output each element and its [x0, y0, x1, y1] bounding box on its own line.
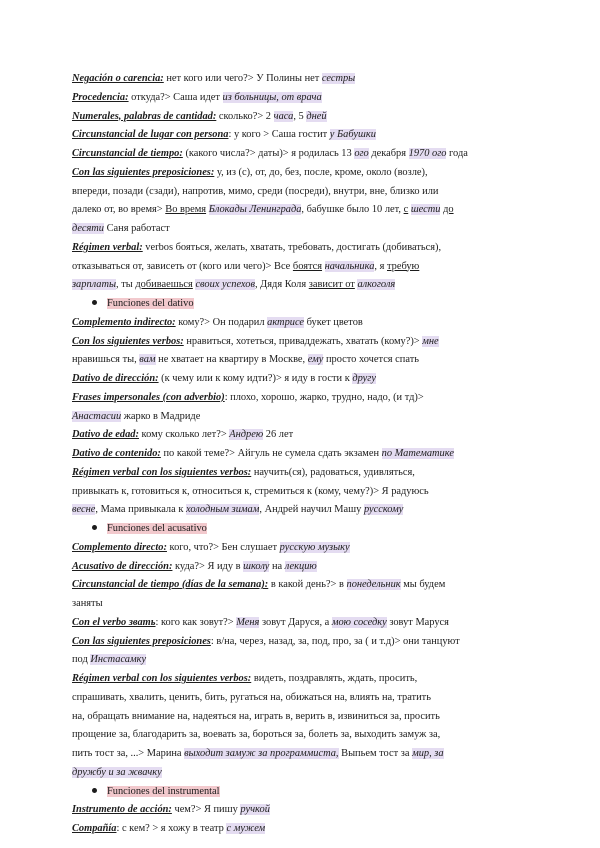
text-run: : у кого > Саша гостит: [228, 129, 330, 141]
text-run: нравиться, хотеться, приваддежать, хватать (кому?)>: [183, 335, 423, 347]
text-run: : кого как зовут?>: [155, 616, 237, 628]
highlighted-example: ого: [354, 148, 369, 159]
highlighted-example: из больницы, от врача: [222, 91, 322, 103]
underlined-word: зависит от: [308, 279, 355, 291]
text-line: [72, 314, 528, 333]
text-run: декабря: [368, 148, 409, 159]
text-line: [72, 183, 528, 202]
highlighted-example: дней: [306, 110, 327, 122]
highlighted-example: ручкой: [240, 804, 270, 816]
bullet-icon: [92, 300, 97, 305]
text-line: [72, 89, 528, 108]
text-run: Выпьем тост за: [338, 748, 413, 759]
underlined-word: с: [403, 204, 409, 216]
text-run: мы будем: [400, 579, 446, 591]
text-line: [72, 689, 528, 708]
text-run: (к чему или к кому идти?)> я иду в гости к: [158, 373, 353, 384]
text-run: прощение за, благодарить за, воевать за, бороться за, болеть за, выходить замуж за,: [72, 729, 441, 741]
section-bullet: [72, 295, 528, 314]
text-line: [72, 633, 528, 652]
text-run: видеть, поздравлять, ждать, просить,: [251, 673, 418, 684]
text-run: , бабушке было 10 лет,: [301, 204, 404, 216]
text-line: [72, 408, 528, 427]
text-run: научить(ся), радоваться, удивляться,: [251, 466, 415, 478]
text-line: [72, 539, 528, 558]
text-line: [72, 670, 528, 689]
text-run: , Андрей научил Машу: [259, 504, 364, 516]
grammar-term: Régimen verbal:: [72, 241, 143, 253]
highlighted-example: лекцию: [284, 560, 317, 572]
text-run: откуда?> Саша идет: [128, 91, 223, 103]
text-run: кому?> Он подарил: [175, 316, 268, 328]
text-run: куда?> Я иду в: [172, 560, 244, 572]
text-line: [72, 595, 528, 614]
highlighted-example: зарплаты: [72, 279, 117, 291]
text-run: зовут Маруся: [386, 616, 449, 628]
text-line: [72, 164, 528, 183]
highlighted-example: ему: [307, 354, 324, 366]
grammar-term: Circunstancial de tiempo:: [72, 148, 183, 159]
grammar-term: Con las siguientes preposiciones:: [72, 166, 215, 178]
text-line: [72, 70, 528, 89]
text-line: [72, 201, 528, 220]
text-run: заняты: [72, 598, 103, 609]
grammar-term: Circunstancial de lugar con persona: [72, 129, 229, 141]
text-line: [72, 483, 528, 502]
highlighted-example: другу: [352, 373, 376, 384]
text-line: [72, 351, 528, 370]
text-run: Саня работаст: [104, 223, 170, 234]
text-line: [72, 501, 528, 520]
text-line: [72, 764, 528, 783]
text-line: [72, 445, 528, 464]
grammar-term: Régimen verbal con los siguientes verbos:: [72, 673, 252, 684]
grammar-term: Complemento indirecto:: [72, 316, 176, 328]
grammar-term: Dativo de contenido:: [72, 448, 161, 459]
grammar-term: Instrumento de acción:: [72, 804, 172, 816]
text-run: под: [72, 654, 91, 666]
text-line: [72, 558, 528, 577]
text-line: [72, 370, 528, 389]
text-run: : плохо, хорошо, жарко, трудно, надо, (и тд)>: [224, 391, 424, 403]
highlighted-example: десяти: [72, 223, 104, 234]
text-line: [72, 708, 528, 727]
underlined-word: Во время: [165, 204, 207, 216]
grammar-term: Régimen verbal con los siguientes verbos:: [72, 466, 252, 478]
text-run: года: [446, 148, 468, 159]
highlighted-example: у Бабушки: [329, 129, 376, 141]
text-run: по какой теме?> Айгуль не сумела сдать экзамен: [160, 448, 382, 459]
text-line: [72, 726, 528, 745]
text-line: [72, 108, 528, 127]
highlighted-example: Андрею: [229, 429, 264, 441]
highlighted-example: 1970 ого: [408, 148, 447, 159]
underlined-word: требую: [387, 260, 420, 272]
highlighted-example: Меня: [236, 616, 260, 628]
text-run: отказываться от, зависеть от (кого или чего)> Все: [72, 260, 293, 272]
text-line: [72, 614, 528, 633]
text-run: (какого числа?> даты)> я родилась 13: [182, 148, 355, 159]
text-run: в какой день?> в: [268, 579, 347, 591]
text-run: чем?> Я пишу: [171, 804, 241, 816]
bullet-icon: [92, 788, 97, 793]
highlighted-example: весне: [72, 504, 96, 516]
text-line: [72, 464, 528, 483]
grammar-term: Procedencia:: [72, 91, 129, 103]
highlighted-example: своих успехов: [195, 279, 255, 291]
underlined-word: добиваешься: [135, 279, 193, 291]
highlighted-example: по Математике: [381, 448, 454, 459]
grammar-term: Con las siguientes preposiciones: [72, 635, 211, 647]
text-run: зовут Даруся, а: [259, 616, 332, 628]
text-line: [72, 258, 528, 277]
highlighted-example: начальника: [324, 260, 375, 272]
text-line: [72, 389, 528, 408]
text-run: , Дядя Коля: [254, 279, 309, 291]
text-run: verbos бояться, желать, хватать, требовать, достигать (добиваться),: [142, 241, 442, 253]
text-run: 26 лет: [263, 429, 294, 441]
underlined-word: боятся: [292, 260, 323, 272]
highlighted-example: мою соседку: [331, 616, 387, 628]
highlighted-example: выходит замуж за программиста,: [184, 748, 339, 759]
text-line: [72, 220, 528, 239]
highlighted-example: мир, за: [412, 748, 444, 759]
text-run: , Мама привыкала к: [95, 504, 186, 516]
grammar-term: Negación o carencia:: [72, 73, 164, 84]
text-run: на: [269, 560, 285, 572]
text-run: : в/на, через, назад, за, под, про, за ( и т.д)> они танцуют: [210, 635, 460, 647]
text-line: [72, 576, 528, 595]
text-run: нет кого или чего?> У Полины нет: [163, 73, 322, 84]
grammar-term: Con los siguientes verbos:: [72, 335, 184, 347]
highlighted-example: Инстасамку: [90, 654, 147, 666]
section-heading: Funciones del instrumental: [107, 785, 220, 797]
section-bullet: [72, 783, 528, 802]
text-line: [72, 801, 528, 820]
highlighted-example: холодным зимам: [185, 504, 260, 516]
text-line: [72, 145, 528, 164]
highlighted-example: вам: [139, 354, 156, 366]
bullet-icon: [92, 525, 97, 530]
text-line: [72, 651, 528, 670]
highlighted-example: школу: [243, 560, 270, 572]
highlighted-example: Блокады Ленинграда: [208, 204, 302, 216]
highlighted-example: мне: [422, 335, 439, 347]
grammar-term: Con el verbo звать: [72, 616, 156, 628]
highlighted-example: алкоголя: [357, 279, 396, 291]
text-run: кого, что?> Бен слушает: [166, 541, 280, 553]
text-line: [72, 426, 528, 445]
grammar-term: Complemento directo:: [72, 541, 167, 553]
text-run: , 5: [293, 110, 307, 122]
text-run: привыкать к, готовиться к, относиться к, стремиться к (кому, чему?)> Я радуюсь: [72, 485, 429, 497]
text-run: жарко в Мадриде: [121, 410, 201, 422]
text-run: далеко от, во время>: [72, 204, 166, 216]
grammar-term: Frases impersonales (con adverbio): [72, 391, 225, 403]
text-run: пить тост за, ...> Марина: [72, 748, 185, 759]
grammar-term: Dativo de dirección:: [72, 373, 159, 384]
highlighted-example: часа: [273, 110, 294, 122]
grammar-term: Dativo de edad:: [72, 429, 139, 441]
text-run: нравишься ты,: [72, 354, 140, 366]
section-heading: Funciones del dativo: [107, 298, 194, 309]
text-run: кому сколько лет?>: [138, 429, 230, 441]
text-line: [72, 745, 528, 764]
grammar-term: Circunstancial de tiempo (días de la semana):: [72, 579, 269, 591]
highlighted-example: Анастасии: [72, 410, 122, 422]
text-run: , ты: [116, 279, 136, 291]
highlighted-example: сестры: [321, 73, 356, 84]
text-line: [72, 820, 528, 839]
text-run: букет цветов: [304, 316, 363, 328]
grammar-term: Compañía: [72, 823, 117, 834]
text-run: сколько?> 2: [216, 110, 274, 122]
text-run: спрашивать, хвалить, ценить, бить, ругаться на, обижаться на, влиять на, тратить: [72, 691, 431, 703]
grammar-term: Numerales, palabras de cantidad:: [72, 110, 217, 122]
text-line: [72, 126, 528, 145]
text-run: на, обращать внимание на, надеяться на, играть в, верить в, извиниться за, просить: [72, 710, 440, 722]
text-run: , я: [374, 260, 387, 272]
highlighted-example: русскому: [363, 504, 404, 516]
text-run: : с кем? > я хожу в театр: [116, 823, 227, 834]
text-run: просто хочется спать: [323, 354, 419, 366]
highlighted-example: русскую музыку: [279, 541, 350, 553]
highlighted-example: с мужем: [226, 823, 266, 834]
text-line: [72, 276, 528, 295]
section-heading: Funciones del acusativo: [107, 523, 207, 534]
highlighted-example: актрисе: [267, 316, 305, 328]
document-body: [72, 70, 528, 839]
underlined-word: до: [443, 204, 454, 216]
text-line: [72, 239, 528, 258]
text-line: [72, 333, 528, 352]
highlighted-example: шести: [410, 204, 441, 216]
section-bullet: [72, 520, 528, 539]
highlighted-example: понедельник: [346, 579, 401, 591]
text-run: у, из (с), от, до, без, после, кроме, около (возле),: [214, 166, 428, 178]
grammar-term: Acusativo de dirección:: [72, 560, 173, 572]
highlighted-example: дружбу и за жвачку: [72, 766, 162, 778]
text-run: не хватает на квартиру в Москве,: [155, 354, 308, 366]
text-run: впереди, позади (сзади), напротив, мимо, среди (посреди), внутри, вне, близко или: [72, 185, 439, 197]
